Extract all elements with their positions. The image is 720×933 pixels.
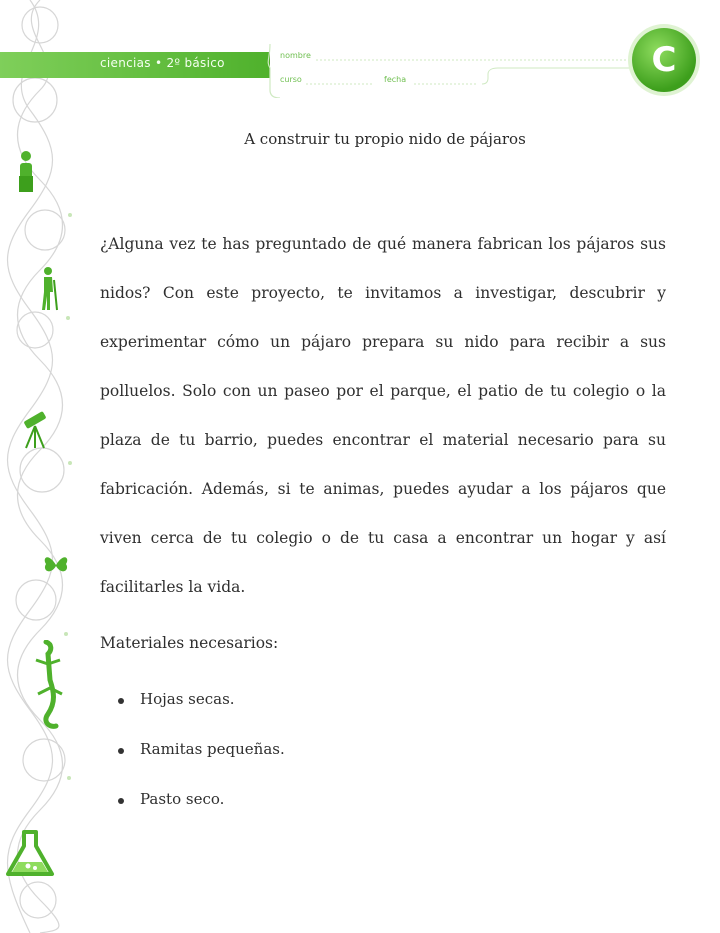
document-title: A construir tu propio nido de pájaros [244, 130, 526, 148]
subject-badge: C [632, 28, 696, 92]
materials-list [118, 690, 285, 840]
subject-label: ciencias • 2º básico [100, 56, 225, 70]
decorative-sidebar [0, 0, 80, 933]
student-info-fields [266, 38, 682, 98]
bullet-icon [118, 798, 124, 804]
lizard-icon [30, 640, 64, 730]
material-item: Pasto seco. [140, 790, 225, 808]
course-field-label: curso [280, 75, 302, 84]
material-item: Ramitas pequeñas. [140, 740, 285, 758]
intro-paragraph: ¿Alguna vez te has preguntado de qué manera fabrican los pájaros sus nidos? Con este proyecto, te invitamos a investigar, descubrir y experimentar cómo un pájaro prepara su nido para recibir a sus polluelos. Solo con un paseo por el parque, el patio de tu colegio o la plaza de tu barrio, puedes encontrar el material necesario para su fabricación. Además, si te animas, puedes ayudar a los pájaros que viven cerca de tu colegio o de tu casa a encontrar un hogar y así facilitarles la vida. [100, 235, 666, 596]
list-item [118, 790, 285, 840]
bullet-icon [118, 748, 124, 754]
name-field-label: nombre [280, 51, 311, 60]
person-icon [14, 150, 38, 196]
butterfly-icon [42, 552, 70, 578]
material-item: Hojas secas. [140, 690, 235, 708]
list-item [118, 690, 285, 740]
flask-icon [4, 828, 56, 880]
list-item [118, 740, 285, 790]
bullet-icon [118, 698, 124, 704]
hiker-icon [36, 266, 60, 312]
date-field-label: fecha [384, 75, 407, 84]
materials-heading: Materiales necesarios: [100, 634, 279, 652]
telescope-icon [20, 410, 50, 450]
